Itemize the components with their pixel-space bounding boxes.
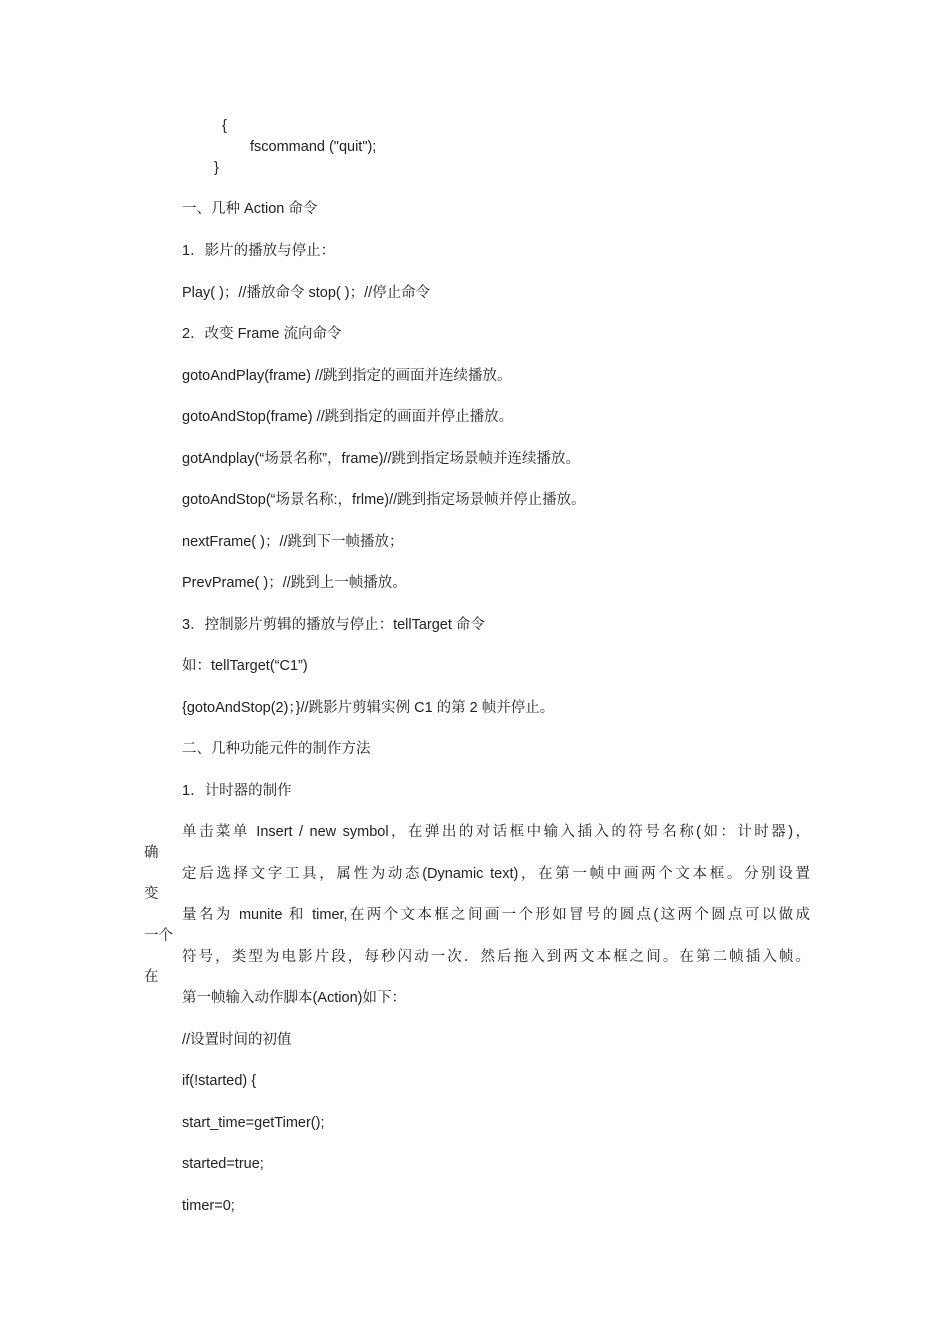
code-brace-close: } [214, 160, 219, 176]
margin-char: 变 [144, 886, 159, 902]
code-line: if(!started) { [182, 1073, 257, 1089]
code-line: timer=0; [182, 1198, 235, 1214]
code-line: started=true; [182, 1156, 264, 1172]
code-brace-open: { [222, 118, 227, 134]
item-heading: 1．影片的播放与停止： [182, 243, 336, 259]
code-line: Play( )；//播放命令 stop( )；//停止命令 [182, 285, 431, 301]
code-line: nextFrame( )；//跳到下一帧播放； [182, 534, 404, 550]
code-line: gotoAndStop(frame) //跳到指定的画面并停止播放。 [182, 409, 514, 425]
item-heading: 2．改变 Frame 流向命令 [182, 326, 342, 342]
item-heading: 1．计时器的制作 [182, 783, 292, 799]
margin-char: 确 [144, 845, 159, 861]
code-line: {gotoAndStop(2)；}//跳影片剪辑实例 C1 的第 2 帧并停止。 [182, 700, 555, 716]
code-line: gotoAndStop(“场景名称:，frlme)//跳到指定场景帧并停止播放。 [182, 492, 586, 508]
paragraph-line: 符号，类型为电影片段，每秒闪动一次．然后拖入到两文本框之间。在第二帧插入帧。 [182, 949, 810, 965]
paragraph-line: 量名为 munite 和 timer,在两个文本框之间画一个形如冒号的圆点(这两个圆点可以做成 [182, 907, 810, 923]
code-line: 如：tellTarget(“C1”) [182, 658, 308, 674]
paragraph-line: 单击菜单 Insert / new symbol，在弹出的对话框中输入插入的符号名称(如：计时器)， [182, 824, 810, 840]
paragraph-line: 定后选择文字工具，属性为动态(Dynamic text)，在第一帧中画两个文本框。分别设置 [182, 866, 810, 882]
code-line: gotoAndPlay(frame) //跳到指定的画面并连续播放。 [182, 368, 512, 384]
item-heading: 3．控制影片剪辑的播放与停止：tellTarget 命令 [182, 617, 485, 633]
code-line: //设置时间的初值 [182, 1032, 292, 1048]
margin-char: 一个 [144, 928, 173, 944]
section-heading: 二、几种功能元件的制作方法 [182, 741, 371, 757]
margin-char: 在 [144, 969, 159, 985]
code-fscommand: fscommand ("quit"); [250, 139, 377, 155]
paragraph-line: 第一帧输入动作脚本(Action)如下： [182, 990, 406, 1006]
section-heading: 一、几种 Action 命令 [182, 201, 318, 217]
code-line: gotAndplay(“场景名称”，frame)//跳到指定场景帧并连续播放。 [182, 451, 580, 467]
code-line: start_time=getTimer(); [182, 1115, 325, 1131]
code-line: PrevPrame( )；//跳到上一帧播放。 [182, 575, 407, 591]
